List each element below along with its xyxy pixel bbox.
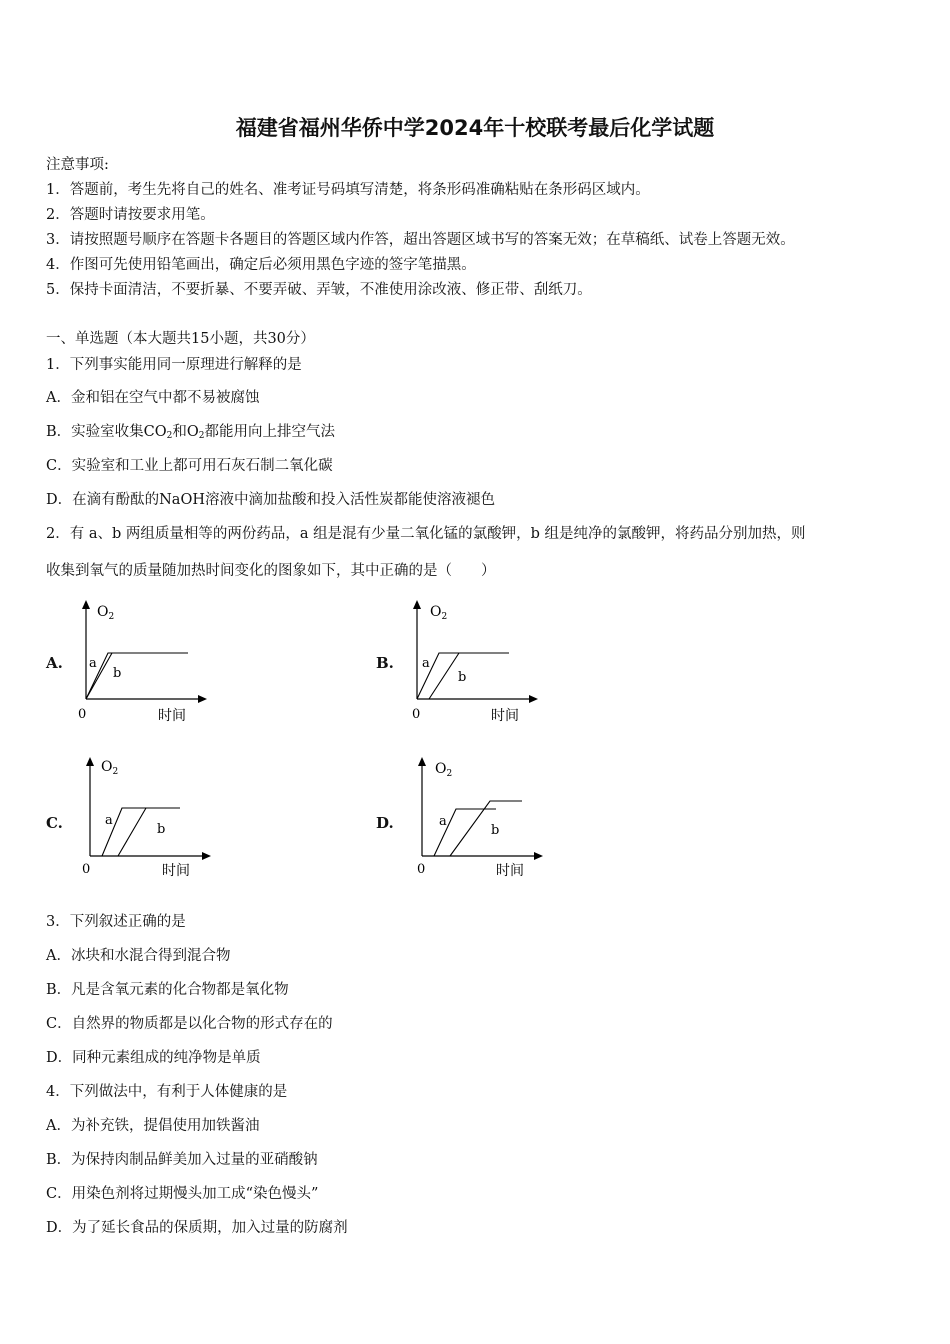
question-2-stem-line2: 收集到氧气的质量随加热时间变化的图象如下，其中正确的是（ ）	[46, 563, 496, 579]
notice-item: 5．保持卡面清洁，不要折暴、不要弄破、弄皱，不准使用涂改液、修正带、刮纸刀。	[46, 282, 592, 298]
q1-option-a: A．金和铝在空气中都不易被腐蚀	[46, 390, 260, 406]
x-axis-label: 时间	[496, 863, 524, 879]
graph-b-label: B.	[376, 654, 394, 672]
x-axis-arrow-icon	[529, 695, 538, 703]
curve-b-label: b	[157, 822, 166, 837]
notice-item: 4．作图可先使用铅笔画出，确定后必须用黑色字迹的签字笔描黑。	[46, 257, 476, 273]
curve-b-label: b	[491, 823, 500, 838]
q4-option-a: A．为补充铁，提倡使用加铁酱油	[46, 1118, 260, 1134]
curve-a-label: a	[422, 656, 430, 671]
notice-heading: 注意事项:	[46, 157, 109, 173]
origin-label: 0	[417, 862, 426, 877]
page-title: 福建省福州华侨中学2024年十校联考最后化学试题	[235, 116, 715, 140]
question-1-stem: 1．下列事实能用同一原理进行解释的是	[46, 357, 302, 373]
curve-b-label: b	[458, 670, 467, 685]
section-heading: 一、单选题（本大题共15小题，共30分）	[46, 331, 315, 347]
question-3-stem: 3．下列叙述正确的是	[46, 914, 186, 930]
curve-b-label: b	[113, 666, 122, 681]
y-axis-arrow-icon	[82, 600, 90, 609]
q3-option-c: C．自然界的物质都是以化合物的形式存在的	[46, 1016, 333, 1032]
curve-b	[118, 808, 180, 856]
notice-item: 1．答题前，考生先将自己的姓名、准考证号码填写清楚，将条形码准确粘贴在条形码区域内。	[46, 182, 650, 198]
notice-item: 3．请按照题号顺序在答题卡各题目的答题区域内作答，超出答题区域书写的答案无效；在草稿纸、试卷上答题无效。	[46, 232, 795, 248]
graph-a-label: A.	[46, 654, 63, 672]
graph-d-label: D.	[376, 814, 394, 832]
curve-b	[429, 653, 509, 699]
y-axis-label: $O_2$	[101, 759, 119, 777]
graph-d	[406, 752, 556, 887]
graph-c	[74, 752, 224, 887]
x-axis-label: 时间	[491, 708, 519, 724]
x-axis-label: 时间	[158, 708, 186, 724]
q3-option-b: B．凡是含氧元素的化合物都是氧化物	[46, 982, 289, 998]
y-axis-label: $O_2$	[430, 604, 448, 622]
y-axis-arrow-icon	[413, 600, 421, 609]
curve-a	[86, 653, 188, 699]
graph-b	[401, 595, 551, 730]
q4-option-d: D．为了延长食品的保质期，加入过量的防腐剂	[46, 1220, 348, 1236]
question-4-stem: 4．下列做法中，有利于人体健康的是	[46, 1084, 288, 1100]
y-axis-arrow-icon	[418, 757, 426, 766]
x-axis-arrow-icon	[202, 852, 211, 860]
origin-label: 0	[82, 862, 91, 877]
q1-option-d: D．在滴有酚酞的NaOH溶液中滴加盐酸和投入活性炭都能使溶液褪色	[46, 492, 495, 508]
y-axis-arrow-icon	[86, 757, 94, 766]
graph-a	[70, 595, 220, 730]
q3-option-a: A．冰块和水混合得到混合物	[46, 948, 231, 964]
q3-option-d: D．同种元素组成的纯净物是单质	[46, 1050, 261, 1066]
q4-option-b: B．为保持肉制品鲜美加入过量的亚硝酸钠	[46, 1152, 318, 1168]
x-axis-arrow-icon	[198, 695, 207, 703]
q1-option-b: B．实验室收集$CO_2$和$O_2$都能用向上排空气法	[46, 424, 335, 441]
x-axis-label: 时间	[162, 863, 190, 879]
y-axis-label: $O_2$	[97, 604, 115, 622]
q1-option-c: C．实验室和工业上都可用石灰石制二氧化碳	[46, 458, 333, 474]
curve-a-label: a	[89, 656, 97, 671]
graph-c-label: C.	[46, 814, 63, 832]
y-axis-label: $O_2$	[435, 761, 453, 779]
x-axis-arrow-icon	[534, 852, 543, 860]
question-2-stem-line1: 2．有 a、b 两组质量相等的两份药品，a 组是混有少量二氧化锰的氯酸钾，b 组是纯净的氯酸钾，将药品分别加热，则	[46, 526, 806, 542]
q4-option-c: C．用染色剂将过期慢头加工成“染色慢头”	[46, 1186, 319, 1202]
origin-label: 0	[412, 707, 421, 722]
origin-label: 0	[78, 707, 87, 722]
notice-item: 2．答题时请按要求用笔。	[46, 207, 215, 223]
curve-a-label: a	[105, 813, 113, 828]
curve-a-label: a	[439, 814, 447, 829]
